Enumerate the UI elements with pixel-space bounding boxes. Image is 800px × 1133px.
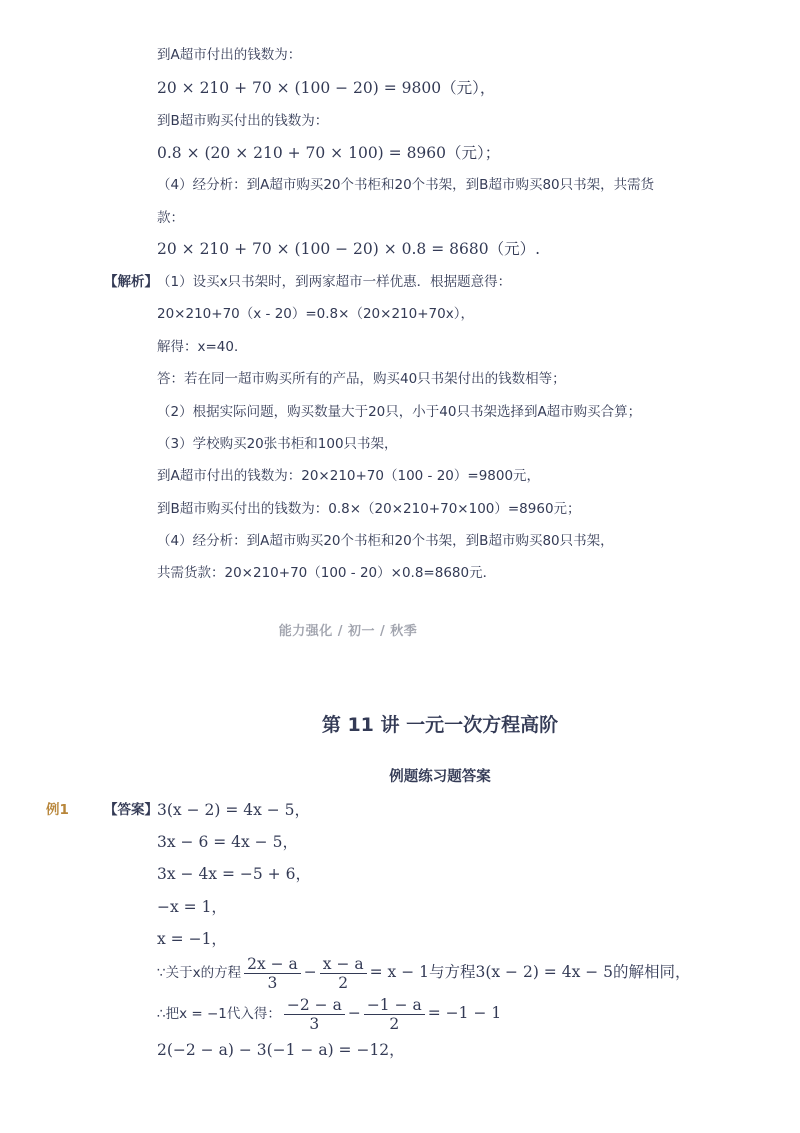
equation-step-1: 3(x − 2) = 4x − 5， (157, 801, 311, 819)
eq7-fraction-2 (364, 996, 425, 1033)
text-part4-analysis-cont: 款： (157, 210, 184, 226)
analysis-line: 到A超市付出的钱数为：20×210+70（100 - 20）=9800元， (157, 468, 541, 484)
eq7-fraction-1 (284, 996, 345, 1033)
example-label: 例1 (46, 802, 69, 818)
analysis-line: 解得：x=40． (157, 339, 248, 355)
eq7-minus: − (347, 1004, 361, 1022)
equation-b-market-cost: 0.8 × (20 × 210 + 70 × 100) = 8960（元）； (157, 144, 501, 162)
eq6-fraction-2-numerator: x − a (320, 955, 367, 974)
equation-step-2: 3x − 6 = 4x − 5， (157, 833, 298, 851)
equation-step-8: 2(−2 − a) − 3(−1 − a) = −12， (157, 1041, 405, 1059)
text-part4-analysis: （4）经分析：到A超市购买20个书柜和20个书架，到B超市购买80只书架，共需货 (157, 177, 655, 193)
eq6-fraction-2-denominator: 2 (338, 973, 349, 992)
analysis-line: （2）根据实际问题，购买数量大于20只，小于40只书架选择到A超市购买合算； (157, 404, 642, 420)
equation-total-cost: 20 × 210 + 70 × (100 − 20) × 0.8 = 8680（元）. (157, 240, 541, 258)
eq7-fraction-2-numerator: −1 − a (364, 996, 425, 1015)
analysis-line: 共需货款：20×210+70（100 - 20）×0.8=8680元． (157, 565, 497, 581)
equation-step-5: x = −1， (157, 930, 227, 948)
answer-tag: 【答案】 (104, 802, 158, 818)
analysis-line: 20×210+70（x - 20）=0.8×（20×210+70x）， (157, 306, 474, 322)
eq7-fraction-2-denominator: 2 (389, 1014, 400, 1033)
eq6-fraction-1-denominator: 3 (267, 973, 278, 992)
analysis-line: （1）设买x只书架时，到两家超市一样优惠．根据题意得： (157, 274, 512, 290)
eq7-fraction-1-numerator: −2 − a (284, 996, 345, 1015)
analysis-tag: 【解析】 (104, 274, 158, 290)
text-b-market-cost-label: 到B超市购买付出的钱数为： (157, 113, 329, 129)
eq7-fraction-1-denominator: 3 (309, 1014, 320, 1033)
equation-step-4: −x = 1， (157, 898, 227, 916)
equation-step-6 (157, 952, 691, 993)
equation-step-3: 3x − 4x = −5 + 6， (157, 865, 311, 883)
equation-step-7 (157, 993, 501, 1034)
section-title: 例题练习题答案 (389, 769, 491, 785)
eq6-fraction-1 (244, 955, 301, 992)
eq6-fraction-1-numerator: 2x − a (244, 955, 301, 974)
equation-a-market-cost: 20 × 210 + 70 × (100 − 20) = 9800（元）， (157, 79, 496, 97)
eq6-suffix: = x − 1与方程3(x − 2) = 4x − 5的解相同， (369, 963, 691, 981)
eq6-fraction-2 (320, 955, 367, 992)
eq7-suffix: = −1 − 1 (427, 1004, 502, 1022)
eq7-prefix: ∴把x = −1代入得： (157, 1006, 281, 1022)
lecture-title: 第 11 讲 一元一次方程高阶 (321, 714, 559, 736)
analysis-line: 答：若在同一超市购买所有的产品，购买40只书架付出的钱数相等； (157, 371, 566, 387)
analysis-line: （3）学校购买20张书柜和100只书架， (157, 436, 398, 452)
page-footer: 能力强化 / 初一 / 秋季 (278, 624, 418, 639)
analysis-line: 到B超市购买付出的钱数为：0.8×（20×210+70×100）=8960元； (157, 501, 581, 517)
eq6-minus: − (303, 963, 317, 981)
eq6-prefix: ∵关于x的方程 (157, 965, 242, 981)
analysis-line: （4）经分析：到A超市购买20个书柜和20个书架，到B超市购买80只书架， (157, 533, 614, 549)
text-a-market-cost-label: 到A超市付出的钱数为： (157, 47, 302, 63)
